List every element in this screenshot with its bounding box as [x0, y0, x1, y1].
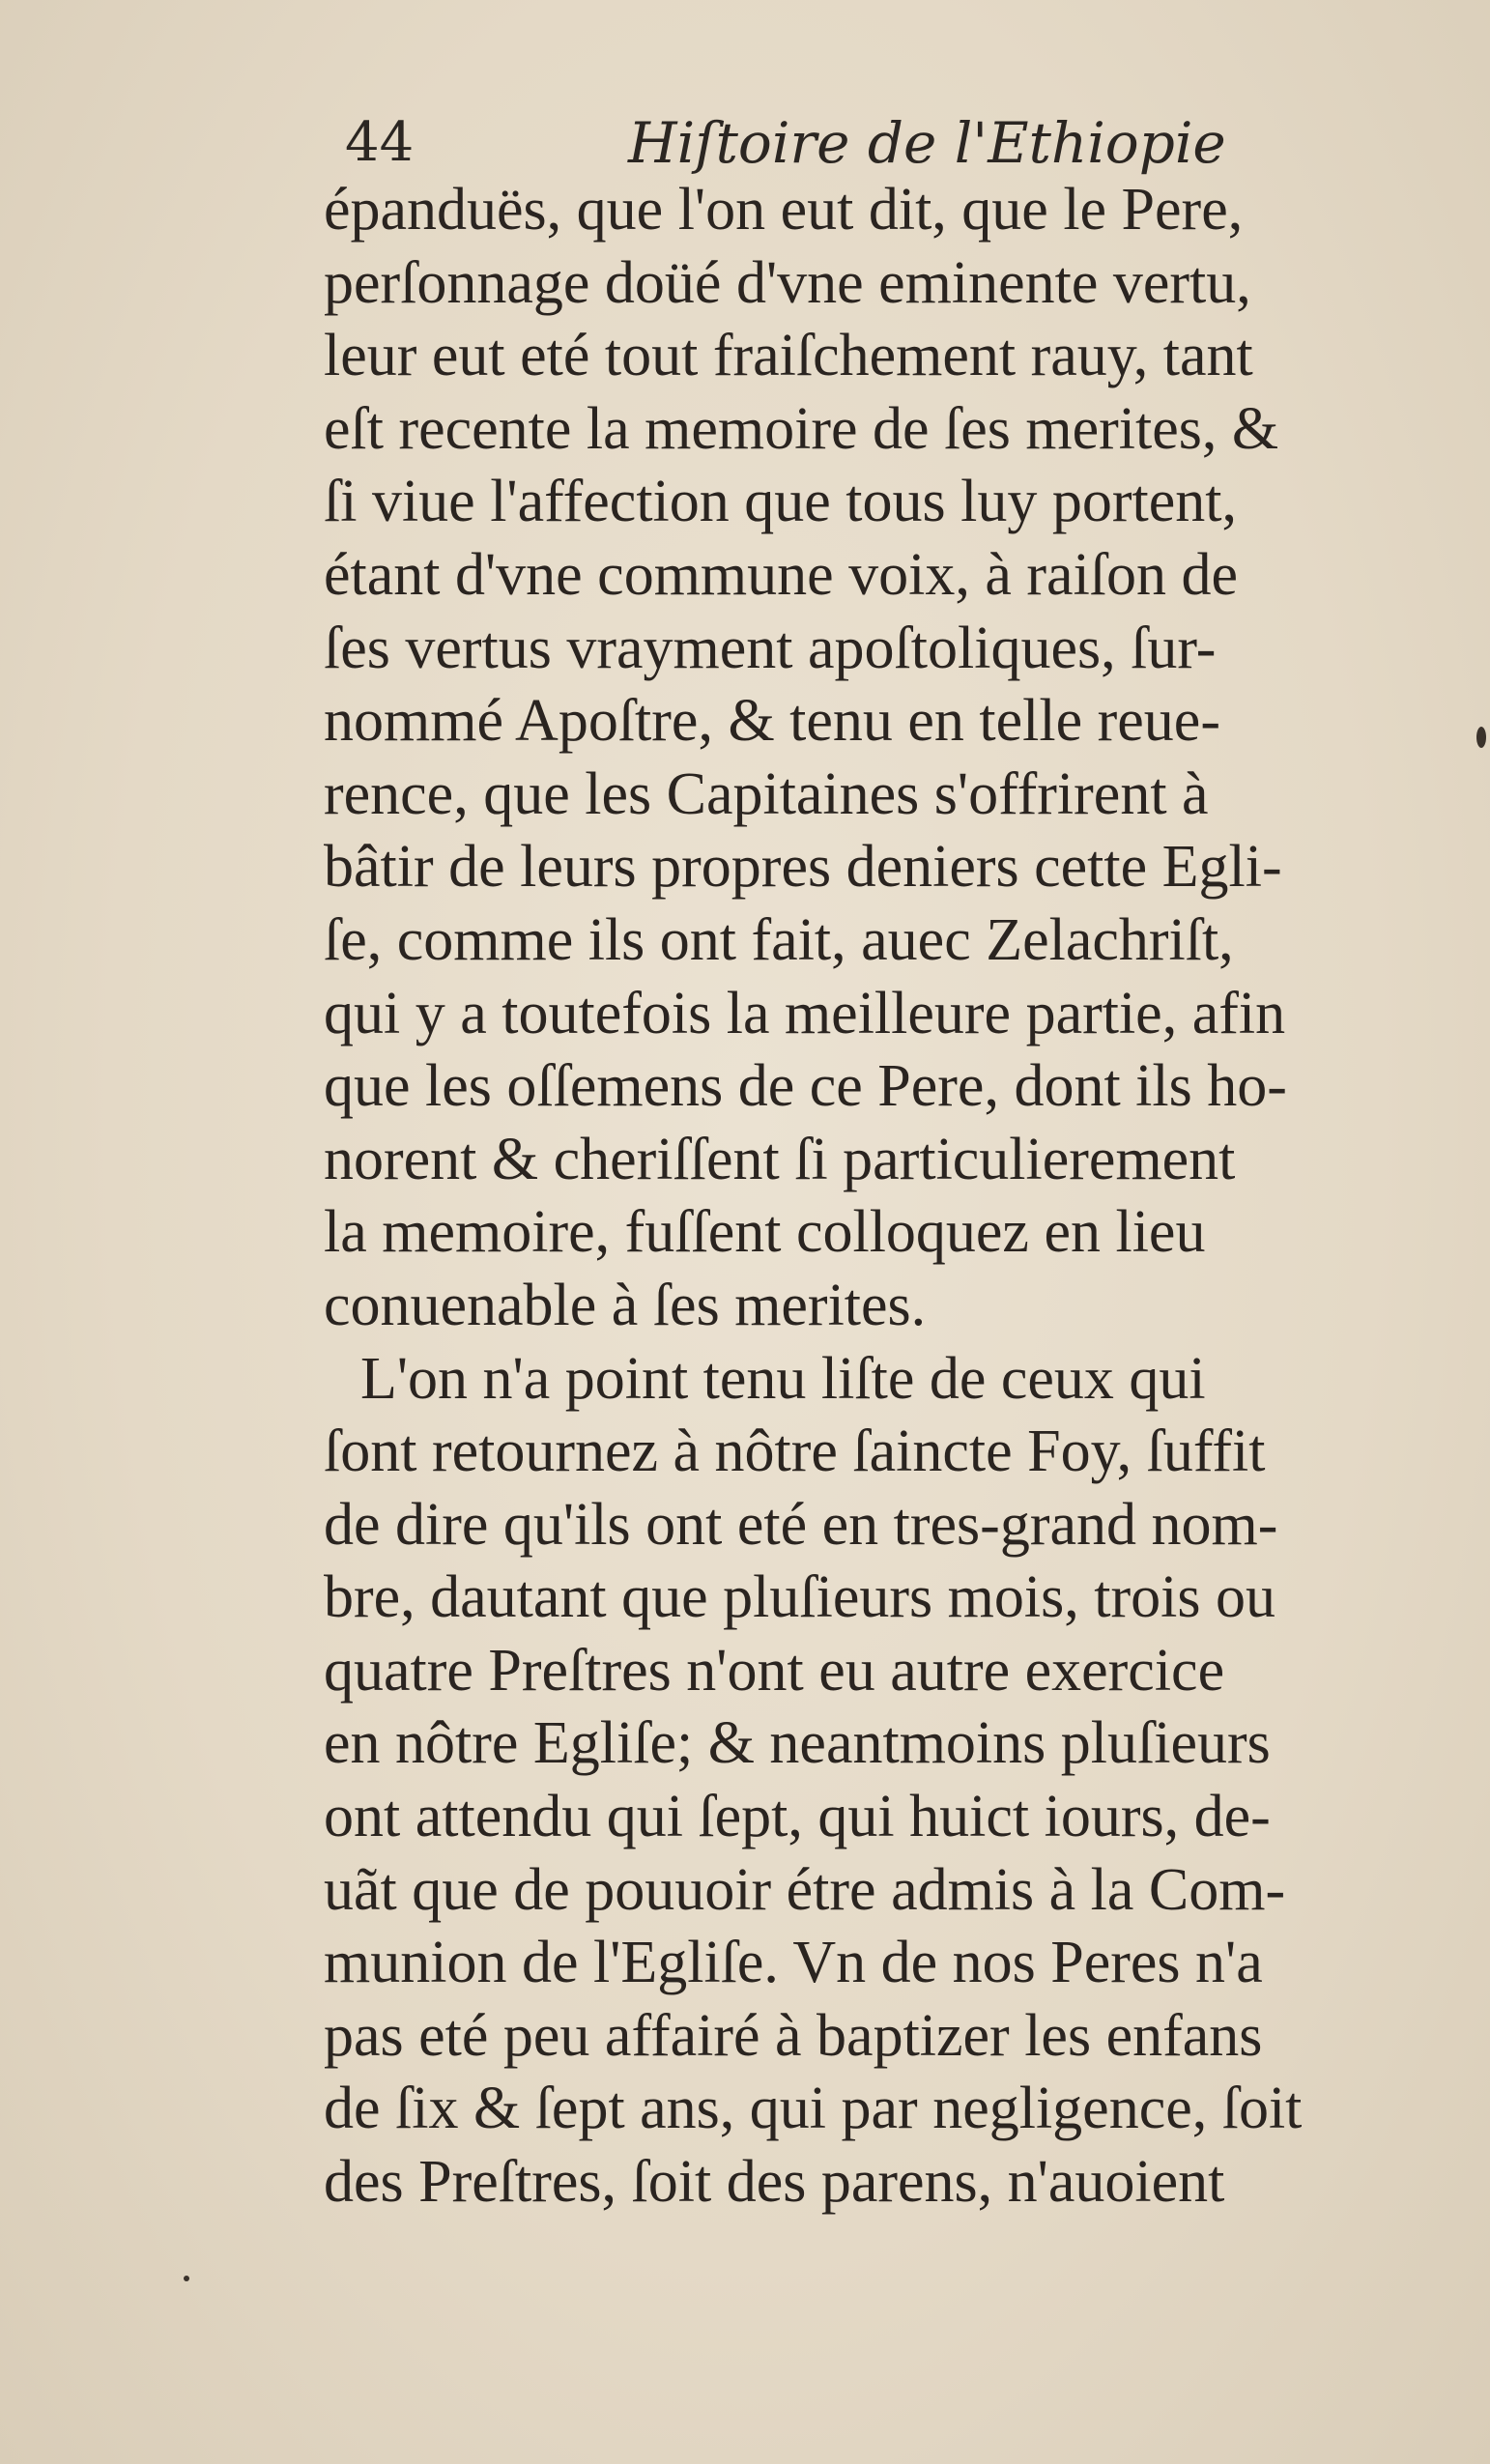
text-line: perſonnage doüé d'vne eminente vertu,: [324, 249, 1251, 316]
text-line: eſt recente la memoire de ſes merites, &: [324, 395, 1279, 462]
text-line: en nôtre Egliſe; & neantmoins pluſieurs: [324, 1710, 1271, 1777]
text-line: bâtir de leurs propres deniers cette Egli-: [324, 834, 1282, 901]
text-line: leur eut eté tout fraiſchement rauy, tant: [324, 323, 1253, 389]
ink-spot: [184, 2276, 189, 2281]
text-line: ſi viue l'affection que tous luy portent,: [324, 469, 1237, 535]
paragraph-start-line: L'on n'a point tenu liſte de ceux qui: [360, 1345, 1206, 1412]
text-line: munion de l'Egliſe. Vn de nos Peres n'a: [324, 1930, 1263, 1996]
text-line: ſont retournez à nôtre ſaincte Foy, ſuffit: [324, 1418, 1266, 1485]
text-line: de ſix & ſept ans, qui par negligence, ſoit: [324, 2076, 1303, 2142]
text-line: épanduës, que l'on eut dit, que le Pere,: [324, 177, 1244, 243]
text-line: bre, dautant que pluſieurs mois, trois ou: [324, 1564, 1275, 1631]
body-text: [324, 174, 1416, 2220]
text-line: la memoire, fuſſent colloquez en lieu: [324, 1199, 1206, 1266]
text-line: que les oſſemens de ce Pere, dont ils ho-: [324, 1053, 1287, 1120]
page-number: 44: [345, 111, 415, 174]
text-line: uãt que de pouuoir étre admis à la Com-: [324, 1856, 1286, 1923]
text-line: nommé Apoſtre, & tenu en telle reue-: [324, 688, 1220, 755]
ink-spot: [1476, 727, 1486, 748]
text-line: rence, que les Capitaines s'offrirent à: [324, 760, 1209, 827]
running-title: Hiſtoire de l'Ethiopie: [628, 110, 1226, 176]
text-line: des Preſtres, ſoit des parens, n'auoient: [324, 2149, 1225, 2216]
text-line: ont attendu qui ſept, qui huict iours, de-: [324, 1784, 1271, 1850]
page-header: [333, 104, 1300, 182]
text-line: étant d'vne commune voix, à raiſon de: [324, 541, 1239, 608]
text-line: pas eté peu affairé à baptizer les enfans: [324, 2002, 1263, 2069]
text-line: quatre Preſtres n'ont eu autre exercice: [324, 1637, 1225, 1704]
text-line: conuenable à ſes merites.: [324, 1272, 927, 1338]
text-line: de dire qu'ils ont eté en tres-grand nom-: [324, 1491, 1278, 1558]
text-line: ſe, comme ils ont fait, auec Zelachriſt,: [324, 906, 1234, 973]
text-line: norent & cheriſſent ſi particulierement: [324, 1126, 1236, 1192]
text-line: qui y a toutefois la meilleure partie, afin: [324, 980, 1286, 1046]
text-line: ſes vertus vrayment apoſtoliques, ſur-: [324, 615, 1217, 681]
